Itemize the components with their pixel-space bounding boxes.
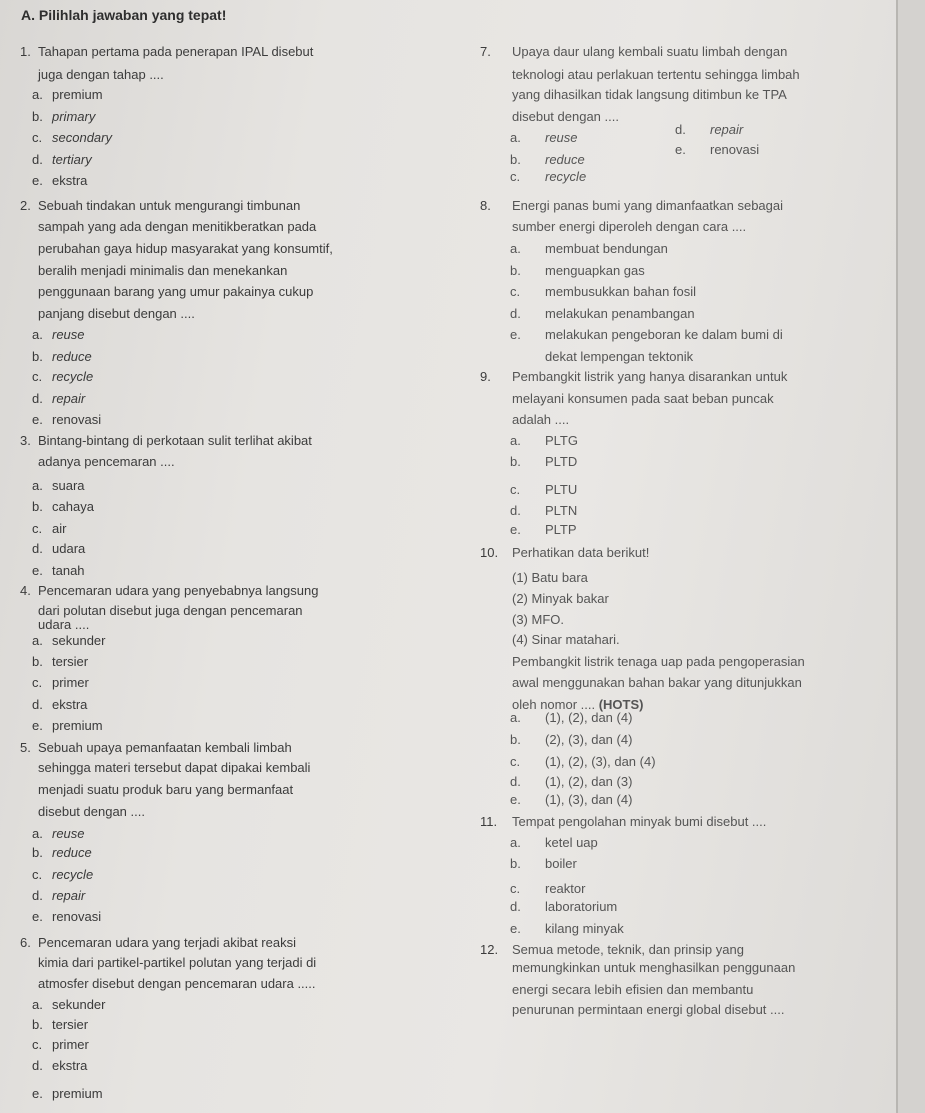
option-text[interactable]: ketel uap	[545, 835, 598, 850]
option-text-continuation: dekat lempengan tektonik	[545, 349, 694, 364]
question-text-line: perubahan gaya hidup masyarakat yang konsumtif,	[38, 241, 333, 256]
section-title: A. Pilihlah jawaban yang tepat!	[21, 7, 227, 23]
option-letter[interactable]: d.	[510, 899, 521, 914]
option-letter[interactable]: b.	[32, 1017, 43, 1032]
option-letter[interactable]: d.	[32, 391, 43, 406]
option-text[interactable]: PLTG	[545, 433, 578, 448]
question-number: 3.	[20, 433, 31, 448]
option-letter[interactable]: b.	[32, 349, 43, 364]
question-text-line: Tahapan pertama pada penerapan IPAL disebut	[38, 44, 314, 59]
question-text-line: Upaya daur ulang kembali suatu limbah dengan	[512, 44, 788, 59]
question-number: 1.	[20, 44, 31, 59]
option-text[interactable]: premium	[52, 718, 103, 733]
question-text-line: Energi panas bumi yang dimanfaatkan sebagai	[512, 198, 784, 213]
question-number: 7.	[480, 44, 491, 59]
option-text[interactable]: sekunder	[52, 633, 106, 648]
question-number: 6.	[20, 935, 31, 950]
option-letter[interactable]: a.	[32, 997, 43, 1012]
option-text[interactable]: renovasi	[710, 142, 760, 157]
option-letter[interactable]: b.	[510, 856, 521, 871]
option-letter[interactable]: d.	[32, 152, 43, 167]
question-text-line: atmosfer disebut dengan pencemaran udara .....	[38, 976, 316, 991]
option-letter[interactable]: a.	[32, 478, 43, 493]
question-number: 9.	[480, 369, 491, 384]
option-text[interactable]: cahaya	[52, 499, 94, 514]
option-text[interactable]: reduce	[52, 845, 92, 860]
option-text[interactable]: PLTD	[545, 454, 578, 469]
question-number: 2.	[20, 198, 31, 213]
option-text[interactable]: suara	[52, 478, 85, 493]
option-letter[interactable]: e.	[510, 921, 521, 936]
question-text-line: memungkinkan untuk menghasilkan penggunaan	[512, 960, 796, 975]
option-text[interactable]: udara	[52, 541, 86, 556]
option-text[interactable]: kilang minyak	[545, 921, 624, 936]
option-text[interactable]: tersier	[52, 1017, 89, 1032]
option-letter[interactable]: b.	[510, 732, 521, 747]
option-letter[interactable]: e.	[32, 909, 43, 924]
option-letter[interactable]: b.	[32, 109, 43, 124]
option-letter[interactable]: e.	[32, 563, 43, 578]
option-text[interactable]: (1), (2), dan (3)	[545, 774, 633, 789]
question-text-line: awal menggunakan bahan bakar yang ditunjukkan	[512, 675, 802, 690]
question-text-line: panjang disebut dengan ....	[38, 306, 195, 321]
option-text[interactable]: recycle	[52, 867, 94, 882]
option-text[interactable]: reuse	[545, 130, 578, 145]
option-text[interactable]: membusukkan bahan fosil	[545, 284, 697, 299]
question-text-line: kimia dari partikel-partikel polutan yang terjadi di	[38, 955, 317, 970]
option-text[interactable]: tersier	[52, 654, 89, 669]
option-letter[interactable]: c.	[32, 1037, 43, 1052]
option-text[interactable]: membuat bendungan	[545, 241, 668, 256]
option-text[interactable]: (1), (3), dan (4)	[545, 792, 633, 807]
option-text[interactable]: premium	[52, 87, 103, 102]
question-text-line: disebut dengan ....	[38, 804, 145, 819]
option-text[interactable]: primer	[52, 1037, 89, 1052]
question-text-line: juga dengan tahap ....	[38, 67, 164, 82]
question-text-line: teknologi atau perlakuan tertentu sehingga limbah	[512, 67, 800, 82]
page-edge	[896, 0, 898, 1113]
option-letter[interactable]: a.	[32, 633, 43, 648]
option-text[interactable]: primary	[52, 109, 96, 124]
option-text[interactable]: air	[52, 521, 67, 536]
option-text[interactable]: melakukan penambangan	[545, 306, 695, 321]
option-letter[interactable]: c.	[510, 284, 521, 299]
option-text[interactable]: recycle	[545, 169, 587, 184]
option-letter[interactable]: b.	[32, 499, 43, 514]
option-letter[interactable]: b.	[510, 152, 521, 167]
question-text-line: udara ....	[38, 617, 90, 632]
question-number: 4.	[20, 583, 31, 598]
question-text-line: Pembangkit listrik yang hanya disarankan untuk	[512, 369, 788, 384]
question-text-line: adalah ....	[512, 412, 570, 427]
question-text-line: disebut dengan ....	[512, 109, 619, 124]
option-letter[interactable]: e.	[510, 522, 521, 537]
option-letter[interactable]: a.	[510, 433, 521, 448]
option-text[interactable]: primer	[52, 675, 89, 690]
option-text[interactable]: recycle	[52, 369, 94, 384]
question-number: 8.	[480, 198, 491, 213]
option-letter[interactable]: d.	[32, 697, 43, 712]
option-letter[interactable]: d.	[32, 541, 43, 556]
option-text[interactable]: reduce	[545, 152, 585, 167]
option-letter[interactable]: c.	[32, 867, 43, 882]
option-letter[interactable]: c.	[510, 169, 521, 184]
option-text[interactable]: (2), (3), dan (4)	[545, 732, 633, 747]
option-letter[interactable]: a.	[32, 826, 43, 841]
option-text[interactable]: PLTN	[545, 503, 578, 518]
question-text-line: energi secara lebih efisien dan membantu	[512, 982, 754, 997]
option-text[interactable]: PLTU	[545, 482, 578, 497]
question-text-line: Sebuah upaya pemanfaatan kembali limbah	[38, 740, 292, 755]
option-text[interactable]: repair	[710, 122, 744, 137]
option-letter[interactable]: c.	[510, 482, 521, 497]
option-letter[interactable]: a.	[32, 327, 43, 342]
question-text-line: (3) MFO.	[512, 612, 564, 627]
page-edge-shadow	[898, 0, 925, 1113]
option-text[interactable]: reduce	[52, 349, 92, 364]
question-text-line: (1) Batu bara	[512, 570, 588, 585]
option-text[interactable]: repair	[52, 391, 86, 406]
option-text[interactable]: reuse	[52, 826, 85, 841]
option-text[interactable]: tanah	[52, 563, 85, 578]
option-text[interactable]: sekunder	[52, 997, 106, 1012]
option-letter[interactable]: a.	[32, 87, 43, 102]
option-text[interactable]: (1), (2), dan (4)	[545, 710, 633, 725]
question-text-line: Pencemaran udara yang terjadi akibat reaksi	[38, 935, 296, 950]
option-text[interactable]: ekstra	[52, 697, 88, 712]
option-letter[interactable]: e.	[510, 327, 521, 342]
option-letter[interactable]: c.	[510, 881, 521, 896]
option-text[interactable]: PLTP	[545, 522, 577, 537]
question-text-line: adanya pencemaran ....	[38, 454, 175, 469]
option-letter[interactable]: d.	[675, 122, 686, 137]
question-text-line: penurunan permintaan energi global disebut ....	[512, 1002, 785, 1017]
option-text[interactable]: tertiary	[52, 152, 92, 167]
option-letter[interactable]: a.	[510, 710, 521, 725]
option-text[interactable]: reaktor	[545, 881, 586, 896]
option-letter[interactable]: e.	[675, 142, 686, 157]
option-letter[interactable]: e.	[32, 718, 43, 733]
question-text-line: (2) Minyak bakar	[512, 591, 609, 606]
option-letter[interactable]: a.	[510, 241, 521, 256]
option-letter[interactable]: b.	[510, 454, 521, 469]
option-letter[interactable]: b.	[510, 263, 521, 278]
question-text-line: Perhatikan data berikut!	[512, 545, 650, 560]
question-number: 12.	[480, 942, 499, 957]
question-text-line: menjadi suatu produk baru yang bermanfaat	[38, 782, 294, 797]
option-letter[interactable]: c.	[32, 521, 43, 536]
option-text[interactable]: (1), (2), (3), dan (4)	[545, 754, 656, 769]
option-text[interactable]: ekstra	[52, 1058, 88, 1073]
option-letter[interactable]: e.	[32, 1086, 43, 1101]
option-text[interactable]: renovasi	[52, 909, 102, 924]
option-letter[interactable]: a.	[510, 130, 521, 145]
option-text[interactable]: laboratorium	[545, 899, 618, 914]
question-text-line: beralih menjadi minimalis dan menekankan	[38, 263, 288, 278]
question-text-line: oleh nomor .... (HOTS)	[512, 697, 644, 712]
question-number: 11.	[480, 814, 498, 829]
option-letter[interactable]: d.	[32, 888, 43, 903]
option-letter[interactable]: e.	[32, 173, 43, 188]
question-text-line: sampah yang ada dengan menitikberatkan pada	[38, 219, 317, 234]
option-letter[interactable]: d.	[510, 774, 521, 789]
option-letter[interactable]: b.	[32, 654, 43, 669]
option-text[interactable]: ekstra	[52, 173, 88, 188]
option-letter[interactable]: d.	[510, 306, 521, 321]
question-text-line: Pencemaran udara yang penyebabnya langsung	[38, 583, 319, 598]
option-letter[interactable]: b.	[32, 845, 43, 860]
question-text-line: sumber energi diperoleh dengan cara ....	[512, 219, 747, 234]
question-text-line: Bintang-bintang di perkotaan sulit terlihat akibat	[38, 433, 312, 448]
question-number: 10.	[480, 545, 499, 560]
option-letter[interactable]: d.	[32, 1058, 43, 1073]
question-number: 5.	[20, 740, 31, 755]
option-text[interactable]: menguapkan gas	[545, 263, 645, 278]
question-text-line: penggunaan barang yang umur pakainya cukup	[38, 284, 314, 299]
option-letter[interactable]: d.	[510, 503, 521, 518]
option-text[interactable]: melakukan pengeboran ke dalam bumi di	[545, 327, 783, 342]
option-text[interactable]: renovasi	[52, 412, 102, 427]
question-text-line: dari polutan disebut juga dengan pencemaran	[38, 603, 303, 618]
option-letter[interactable]: c.	[32, 675, 43, 690]
option-text[interactable]: reuse	[52, 327, 85, 342]
question-text-line: Tempat pengolahan minyak bumi disebut ....	[512, 814, 767, 829]
option-letter[interactable]: a.	[510, 835, 521, 850]
option-text[interactable]: secondary	[52, 130, 112, 145]
option-letter[interactable]: c.	[32, 130, 43, 145]
option-letter[interactable]: c.	[510, 754, 521, 769]
question-text-line: sehingga materi tersebut dapat dipakai kembali	[38, 760, 311, 775]
option-letter[interactable]: e.	[32, 412, 43, 427]
question-text-line: Sebuah tindakan untuk mengurangi timbunan	[38, 198, 301, 213]
question-text-line: melayani konsumen pada saat beban puncak	[512, 391, 774, 406]
option-text[interactable]: repair	[52, 888, 86, 903]
question-text-line: (4) Sinar matahari.	[512, 632, 620, 647]
option-letter[interactable]: c.	[32, 369, 43, 384]
question-text-line: Pembangkit listrik tenaga uap pada pengoperasian	[512, 654, 805, 669]
option-letter[interactable]: e.	[510, 792, 521, 807]
question-text-line: yang dihasilkan tidak langsung ditimbun ke TPA	[512, 87, 787, 102]
option-text[interactable]: premium	[52, 1086, 103, 1101]
option-text[interactable]: boiler	[545, 856, 577, 871]
question-text-line: Semua metode, teknik, dan prinsip yang	[512, 942, 744, 957]
